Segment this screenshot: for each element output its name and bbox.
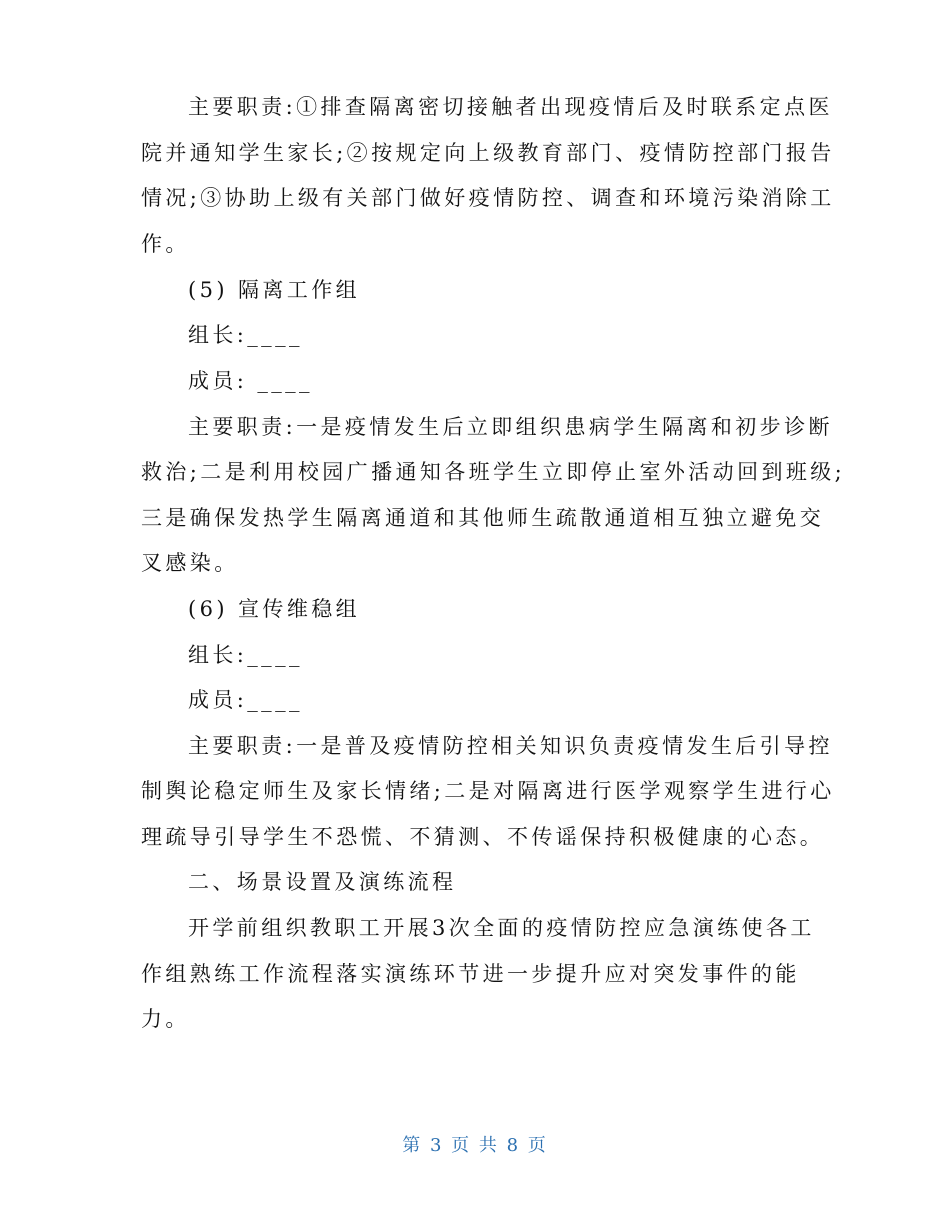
paragraph-line: 主要职责:一是疫情发生后立即组织患病学生隔离和初步诊断	[188, 415, 833, 439]
group-members-field: 成员: ____	[188, 369, 313, 393]
paragraph-line: 开学前组织教职工开展3次全面的疫情防控应急演练使各工	[188, 916, 815, 940]
paragraph-line: 理疏导引导学生不恐慌、不猜测、不传谣保持积极健康的心态。	[141, 825, 825, 849]
chapter-heading: 二、场景设置及演练流程	[188, 870, 457, 894]
group-leader-field: 组长:____	[188, 323, 303, 347]
paragraph-line: 院并通知学生家长;②按规定向上级教育部门、疫情防控部门报告	[141, 141, 835, 165]
paragraph-line: 作组熟练工作流程落实演练环节进一步提升应对突发事件的能	[141, 962, 800, 986]
paragraph-line: 情况;③协助上级有关部门做好疫情防控、调查和环境污染消除工	[141, 186, 835, 210]
paragraph-line: 作。	[141, 232, 190, 256]
paragraph-line: 主要职责:①排查隔离密切接触者出现疫情后及时联系定点医	[188, 95, 833, 119]
paragraph-line: 救治;二是利用校园广播通知各班学生立即停止室外活动回到班级;	[141, 460, 846, 484]
paragraph-line: 主要职责:一是普及疫情防控相关知识负责疫情发生后引导控	[188, 734, 833, 758]
page-number-footer: 第 3 页 共 8 页	[402, 1135, 548, 1156]
paragraph-line: 三是确保发热学生隔离通道和其他师生疏散通道相互独立避免交	[141, 506, 825, 530]
paragraph-line: 叉感染。	[141, 551, 239, 575]
section-heading: (5) 隔离工作组	[188, 278, 361, 302]
paragraph-line: 制舆论稳定师生及家长情绪;二是对隔离进行医学观察学生进行心	[141, 779, 835, 803]
group-leader-field: 组长:____	[188, 643, 303, 667]
section-heading: (6) 宣传维稳组	[188, 597, 361, 621]
paragraph-line: 力。	[141, 1007, 190, 1031]
group-members-field: 成员:____	[188, 688, 303, 712]
